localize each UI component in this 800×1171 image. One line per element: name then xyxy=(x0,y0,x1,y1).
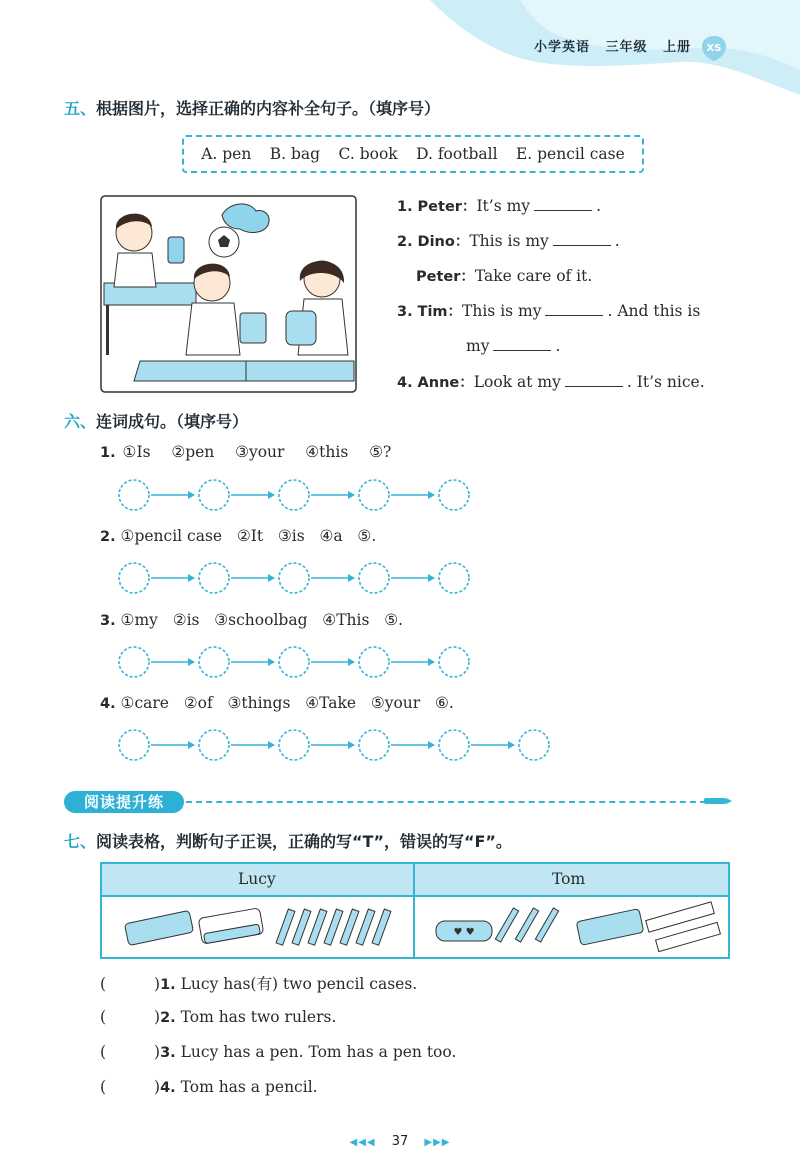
lucy-items-illustration xyxy=(122,899,402,957)
q4-text-b: . It’s nice. xyxy=(626,373,705,391)
s6-item-3-answer-chain[interactable] xyxy=(117,645,477,679)
s6-item-4 xyxy=(100,694,454,712)
option-b: B. bag xyxy=(269,145,321,163)
q4-text-a: Look at my xyxy=(473,373,561,391)
s6-item-4-word-2: ②of xyxy=(183,694,213,712)
word-bank xyxy=(182,135,644,173)
s6-item-3-word-5: ⑤. xyxy=(384,611,404,629)
s6-item-1 xyxy=(100,443,391,461)
answer-circle xyxy=(439,563,469,593)
s7-text-3: Lucy has a pen. Tom has a pen too. xyxy=(180,1043,457,1061)
s5-question-4 xyxy=(397,371,705,392)
s7-num-3: 3. xyxy=(160,1045,176,1061)
answer-circle xyxy=(359,647,389,677)
s5-question-3-cont xyxy=(466,337,560,355)
s5-question-1 xyxy=(397,195,601,216)
answer-circle xyxy=(119,480,149,510)
s7-answer-slot-4[interactable]: ( xyxy=(100,1078,107,1096)
q2-number: 2. xyxy=(397,234,413,250)
table-header-lucy: Lucy xyxy=(238,870,276,888)
q4-number: 4. xyxy=(397,375,413,391)
s6-item-4-word-3: ③things xyxy=(227,694,291,712)
arrow-right-icon xyxy=(428,574,435,582)
q2-text-a: This is my xyxy=(469,232,549,250)
answer-circle xyxy=(359,730,389,760)
s7-answer-slot-1[interactable]: ( xyxy=(100,975,107,993)
s7-close-paren-2: ) xyxy=(154,1008,161,1026)
arrow-right-icon xyxy=(188,574,195,582)
pencil-case-icon xyxy=(198,908,264,944)
s7-statement-2 xyxy=(100,1008,336,1026)
s6-item-2-answer-chain[interactable] xyxy=(117,561,477,595)
xs-badge-icon xyxy=(700,34,728,62)
s7-text-4: Tom has a pencil. xyxy=(180,1078,318,1096)
s7-text-2: Tom has two rulers. xyxy=(180,1008,337,1026)
arrow-right-icon xyxy=(428,741,435,749)
s6-item-1-word-5: ⑤? xyxy=(369,443,392,461)
q4-blank[interactable] xyxy=(565,373,623,387)
s6-item-3-word-4: ④This xyxy=(322,611,370,629)
s6-item-3 xyxy=(100,611,403,629)
section-7-instruction: 阅读表格，判断句子正误，正确的写“T”，错误的写“F”。 xyxy=(96,832,512,851)
section-7-number: 七、 xyxy=(64,832,97,851)
q2-text-b: . xyxy=(614,232,620,250)
s5-question-2-reply xyxy=(416,265,592,286)
answer-circle xyxy=(519,730,549,760)
q1-text-b: . xyxy=(596,197,601,215)
s7-statement-3 xyxy=(100,1043,456,1061)
left-arrows-icon: ◀◀◀ xyxy=(349,1137,376,1148)
pen-icon xyxy=(704,796,732,806)
s6-item-1-answer-chain[interactable] xyxy=(117,478,477,512)
s6-item-1-word-2: ②pen xyxy=(171,443,215,461)
s7-answer-slot-3[interactable]: ( xyxy=(100,1043,107,1061)
s6-item-2-word-2: ②It xyxy=(236,527,264,545)
answer-circle xyxy=(119,730,149,760)
arrow-right-icon xyxy=(268,574,275,582)
answer-circle xyxy=(199,730,229,760)
svg-text:♥ ♥: ♥ ♥ xyxy=(453,927,475,938)
q3-blank-1[interactable] xyxy=(545,302,603,316)
s6-item-1-number: 1. xyxy=(100,445,116,461)
q1-speaker: Peter： xyxy=(417,199,477,215)
s7-num-1: 1. xyxy=(160,977,176,993)
arrow-right-icon xyxy=(268,658,275,666)
s6-item-4-answer-chain[interactable] xyxy=(117,728,557,762)
answer-circle xyxy=(279,480,309,510)
arrow-right-icon xyxy=(348,574,355,582)
tom-items-illustration xyxy=(432,899,722,957)
s6-item-4-word-1: ①care xyxy=(120,694,169,712)
q3-speaker: Tim： xyxy=(417,304,463,320)
reading-practice-banner: 阅读提升练 xyxy=(64,791,184,813)
option-a: A. pen xyxy=(201,145,252,163)
q2-reply-text: Take care of it. xyxy=(474,267,593,285)
s6-item-1-word-3: ③your xyxy=(235,443,285,461)
q2-reply-speaker: Peter： xyxy=(416,269,475,285)
pencil-case-icon xyxy=(436,921,492,941)
q3-text-a: This is my xyxy=(462,302,542,320)
s7-num-4: 4. xyxy=(160,1080,176,1096)
items-table xyxy=(100,862,730,959)
answer-circle xyxy=(279,730,309,760)
s6-item-2-word-5: ⑤. xyxy=(357,527,377,545)
table-header-tom: Tom xyxy=(552,870,586,888)
arrow-right-icon xyxy=(268,741,275,749)
q1-number: 1. xyxy=(397,199,413,215)
arrow-right-icon xyxy=(188,741,195,749)
section-6-title xyxy=(64,409,248,432)
arrow-right-icon xyxy=(428,491,435,499)
section-6-number: 六、 xyxy=(64,412,97,431)
answer-circle xyxy=(279,563,309,593)
q1-text-a: It’s my xyxy=(476,197,531,215)
s6-item-1-word-1: ①Is xyxy=(122,443,151,461)
header-volume: 上册 xyxy=(663,40,692,55)
s6-item-3-number: 3. xyxy=(100,613,116,629)
q3-text-b: . And this is xyxy=(607,302,701,320)
arrow-right-icon xyxy=(188,491,195,499)
s6-item-2-word-3: ③is xyxy=(277,527,305,545)
answer-circle xyxy=(439,730,469,760)
answer-circle xyxy=(119,563,149,593)
page-footer xyxy=(0,1134,800,1149)
q3-blank-2[interactable] xyxy=(493,337,551,351)
s6-item-2-number: 2. xyxy=(100,529,116,545)
s7-num-2: 2. xyxy=(160,1010,176,1026)
arrow-right-icon xyxy=(348,741,355,749)
arrow-right-icon xyxy=(428,658,435,666)
answer-circle xyxy=(359,480,389,510)
table-divider xyxy=(413,864,415,957)
answer-circle xyxy=(439,480,469,510)
s6-item-3-word-2: ②is xyxy=(172,611,200,629)
classroom-illustration xyxy=(100,195,357,393)
q2-blank[interactable] xyxy=(553,232,611,246)
s7-answer-slot-2[interactable]: ( xyxy=(100,1008,107,1026)
s7-statement-4 xyxy=(100,1078,318,1096)
arrow-right-icon xyxy=(508,741,515,749)
s6-item-4-number: 4. xyxy=(100,696,116,712)
answer-circle xyxy=(199,480,229,510)
answer-circle xyxy=(439,647,469,677)
answer-circle xyxy=(199,647,229,677)
table-header-row xyxy=(102,864,728,897)
answer-circle xyxy=(119,647,149,677)
pencil-case-icon xyxy=(124,910,193,945)
s6-item-4-word-6: ⑥. xyxy=(435,694,454,712)
header-title xyxy=(534,36,701,55)
q2-speaker: Dino： xyxy=(417,234,470,250)
page-number: 37 xyxy=(391,1134,409,1149)
arrow-right-icon xyxy=(348,658,355,666)
pen-icon xyxy=(495,908,558,942)
s7-close-paren-4: ) xyxy=(154,1078,161,1096)
arrow-right-icon xyxy=(188,658,195,666)
section-6-instruction: 连词成句。（填序号） xyxy=(96,412,249,431)
s6-item-2-word-1: ①pencil case xyxy=(120,527,223,545)
option-c: C. book xyxy=(338,145,398,163)
header-wave-decoration xyxy=(0,0,800,110)
option-d: D. football xyxy=(416,145,498,163)
arrow-right-icon xyxy=(348,491,355,499)
q3-cont-text-a: my xyxy=(466,337,490,355)
ruler-icon xyxy=(646,902,721,952)
s7-close-paren-3: ) xyxy=(154,1043,161,1061)
answer-circle xyxy=(279,647,309,677)
s7-statement-1 xyxy=(100,972,417,994)
right-arrows-icon: ▶▶▶ xyxy=(424,1137,451,1148)
header-subject: 小学英语 xyxy=(534,40,591,55)
q1-blank[interactable] xyxy=(534,197,592,211)
option-e: E. pencil case xyxy=(515,145,625,163)
badge-label: XS xyxy=(706,43,722,54)
s6-item-2-word-4: ④a xyxy=(319,527,343,545)
s5-question-3 xyxy=(397,300,700,321)
s6-item-3-word-3: ③schoolbag xyxy=(214,611,308,629)
arrow-right-icon xyxy=(268,491,275,499)
section-5-title xyxy=(64,96,440,119)
section-5-number: 五、 xyxy=(64,99,97,118)
pencil-case-icon xyxy=(576,909,644,946)
s6-item-1-word-4: ④this xyxy=(305,443,349,461)
s5-question-2 xyxy=(397,230,620,251)
section-7-title xyxy=(64,829,512,852)
header-grade: 三年级 xyxy=(605,40,648,55)
banner-divider xyxy=(186,801,706,803)
s6-item-2 xyxy=(100,527,376,545)
q3-number: 3. xyxy=(397,304,413,320)
section-5-instruction: 根据图片，选择正确的内容补全句子。（填序号） xyxy=(96,99,441,118)
s7-text-1: Lucy has(有) two pencil cases. xyxy=(180,975,418,993)
answer-circle xyxy=(199,563,229,593)
s6-item-4-word-5: ⑤your xyxy=(370,694,421,712)
s7-close-paren-1: ) xyxy=(154,975,161,993)
s6-item-4-word-4: ④Take xyxy=(305,694,357,712)
s6-item-3-word-1: ①my xyxy=(120,611,158,629)
q3-cont-text-b: . xyxy=(555,337,561,355)
pencil-icon xyxy=(276,909,391,945)
answer-circle xyxy=(359,563,389,593)
q4-speaker: Anne： xyxy=(417,375,474,391)
